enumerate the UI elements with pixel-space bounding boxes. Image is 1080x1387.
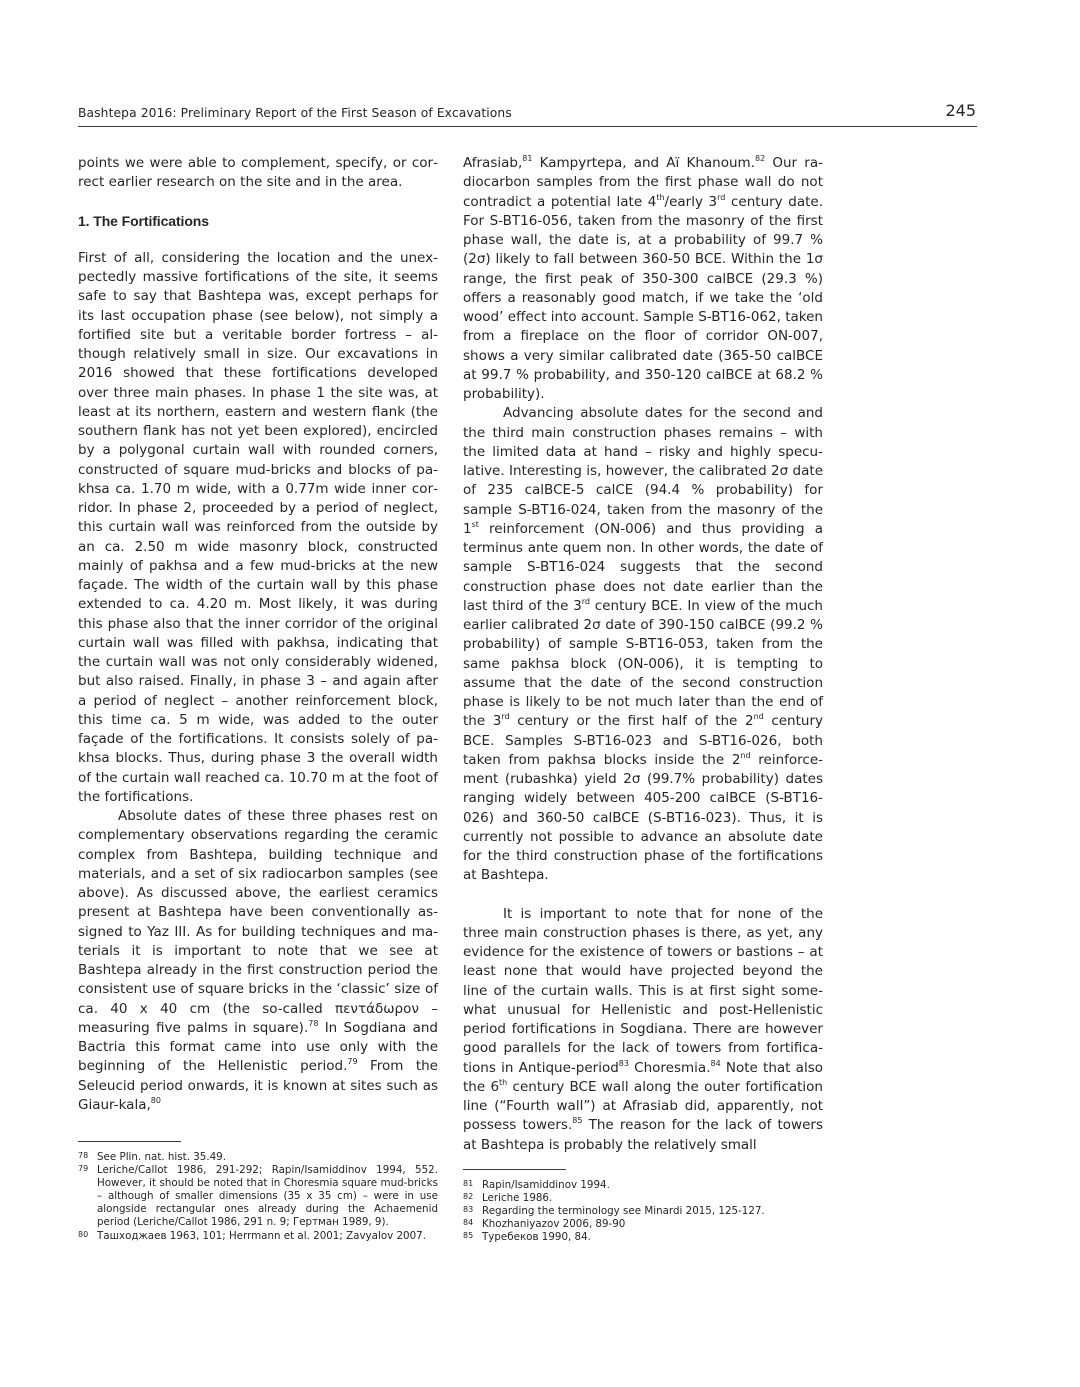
text-run: It is important to note that for none of the three main construction phases is there, as yet, any evidence for the existence of towers or bastions – at least none that would have projected beyond the line of the curtain walls. This is at first sight somewhat unusual for Hellenistic and post-Hellenistic period fortifications in Sogdiana. There are however good parallels for the lack of towers from fortifications in Antique-period bbox=[463, 905, 823, 1076]
footnote-ref-81[interactable]: 81 bbox=[522, 154, 533, 163]
text-run: century BCE. Samples S-BT16-023 and S-BT16-026, both taken from pakhsa blocks inside the 2 bbox=[463, 713, 823, 768]
footnote-number: 82 bbox=[463, 1192, 474, 1202]
footnote-text: Туребеков 1990, 84. bbox=[482, 1231, 591, 1244]
text-run: Note that also the 6 bbox=[463, 1059, 823, 1095]
footnote-ref-79[interactable]: 79 bbox=[347, 1057, 358, 1067]
running-header bbox=[78, 101, 977, 127]
paragraph: First of all, considering the location and the unexpectedly massive fortifications of the site, it seems safe to say that Bashtepa was, except perhaps for its last occupation phase (see below), not simply a fortified site but a veritable border fortress – although relatively small in size. Our excavations in 2016 showed that these fortifications developed over three main phases. In phase 1 the site was, at least at its northern, eastern and western flank (the southern flank has not yet been explored), encircled by a polygonal curtain wall with rounded corners, constructed of square mud-bricks and blocks of pakhsa ca. 1.70 m wide, with a 0.77m wide inner corridor. In phase 2, proceeded by a period of neglect, this curtain wall was reinforced from the outside by an ca. 2.50 m wide masonry block, constructed mainly of pakhsa and a few mud-bricks at the new façade. The width of the curtain wall by this phase extended to ca. 4.20 m. Most likely, it was during this phase also that the inner corridor of the original curtain wall was filled with pakhsa, indicating that the curtain wall was not only considerably widened, but also raised. Finally, in phase 3 – and again after a period of neglect – another reinforcement block, this time ca. 5 m wide, was added to the outer façade of the fortifications. It consists solely of pakhsa blocks. Thus, during phase 3 the overall width of the curtain wall reached ca. 10.70 m at the foot of the fortifications. bbox=[78, 249, 438, 805]
footnote bbox=[463, 1218, 823, 1231]
footnote-number: 80 bbox=[78, 1229, 89, 1239]
footnote-number: 84 bbox=[463, 1218, 474, 1228]
footnote-ref-78[interactable]: 78 bbox=[308, 1018, 319, 1028]
footnote-ref-80[interactable]: 80 bbox=[150, 1095, 161, 1105]
section-heading: 1. The Fortifications bbox=[78, 212, 209, 229]
text-run: /early 3 bbox=[664, 193, 718, 210]
footnote bbox=[463, 1205, 823, 1218]
ordinal-suffix: nd bbox=[753, 712, 764, 722]
text-run: From the Seleucid period onwards, it is known at sites such as Giaur-kala, bbox=[78, 1058, 438, 1113]
footnote-number: 78 bbox=[78, 1151, 89, 1160]
footnote bbox=[78, 1164, 438, 1229]
text-run: The reason for the lack of towers at Bashtepa is probably the relatively small bbox=[463, 1117, 823, 1153]
footnotes-right bbox=[463, 1169, 823, 1244]
footnote-number: 85 bbox=[463, 1231, 474, 1241]
text-run: In Sogdiana and Bactria this format came into use only with the beginning of the Hellenistic period. bbox=[78, 1019, 438, 1075]
footnote bbox=[463, 1231, 823, 1244]
page-number: 245 bbox=[945, 101, 976, 120]
footnote-text: Regarding the terminology see Minardi 2015, 125-127. bbox=[482, 1205, 765, 1218]
text-run: Our radiocarbon samples from the first phase wall do not contradict a potential late 4 bbox=[463, 155, 823, 210]
footnote-text: Rapin/Isamiddinov 1994. bbox=[482, 1179, 610, 1191]
footnote bbox=[78, 1151, 438, 1164]
footnote-text: Ташходжаев 1963, 101; Herrmann et al. 2001; Zavyalov 2007. bbox=[97, 1229, 426, 1242]
left-column bbox=[78, 154, 438, 1115]
footnote-number: 79 bbox=[78, 1164, 89, 1174]
text-run: reinforcement (ON-006) and thus providing a terminus ante quem non. In other words, the date of sample S-BT16-024 suggests that the second construction phase does not date earlier than the last third of the 3 bbox=[463, 520, 823, 614]
right-column bbox=[463, 154, 823, 1155]
footnote-number: 81 bbox=[463, 1179, 474, 1188]
footnote-ref-84[interactable]: 84 bbox=[710, 1058, 721, 1068]
footnote-rule bbox=[463, 1169, 566, 1170]
footnotes-left bbox=[78, 1141, 438, 1243]
ordinal-suffix: th bbox=[656, 192, 665, 202]
text-run: reinforcement (rubashka) yield 2σ (99.7% probability) dates ranging widely between 405-200 calBCE (S-BT16-026) and 360-50 calBCE (S-BT16-023). Thus, it is currently not possible to advance an absolute date for the third construction phase of the fortifications at Bashtepa. bbox=[463, 751, 824, 884]
ordinal-suffix: st bbox=[471, 519, 479, 529]
footnote bbox=[463, 1179, 823, 1192]
footnote bbox=[463, 1192, 823, 1205]
text-run: century date. For S-BT16-056, taken from the masonry of the first phase wall, the date is, at a probability of 99.7 % (2σ) likely to fall between 360-50 BCE. Within the 1σ range, the first peak of 350-300 calBCE (29.3 %) offers a reasonably good match, if we take the ‘old wood’ effect into account. Sample S-BT16-062, taken from a fireplace on the floor of corridor ON-007, shows a very similar calibrated date (365-50 calBCE at 99.7 % probability, and 350-120 calBCE at 68.2 % probability). bbox=[463, 193, 823, 402]
footnote-text: See Plin. nat. hist. 35.49. bbox=[97, 1151, 226, 1163]
paragraph bbox=[463, 404, 823, 885]
text-run: century or the first half of the 2 bbox=[509, 713, 754, 730]
running-title: Bashtepa 2016: Preliminary Report of the First Season of Excavations bbox=[78, 106, 512, 120]
text-run: Absolute dates of these three phases rest on complementary observations regarding the ceramic complex from Bashtepa, building technique and materials, and a set of six radiocarbon samples (see above). As discussed above, the earliest ceramics present at Bashtepa have been conventionally assigned to Yaz III. As for building techniques and materials it is important to note that we see at Bashtepa already in the first construction period the consistent use of square bricks in the ‘classic’ size of ca. 40 x 40 cm (the so-called πεντάδωρον – measuring five palms in square). bbox=[78, 808, 438, 1036]
ordinal-suffix: nd bbox=[740, 750, 751, 760]
text-run: Afrasiab, bbox=[463, 155, 523, 171]
text-run: Kampyrtepa, and Aï Khanoum. bbox=[532, 155, 755, 171]
footnote-text: Leriche/Callot 1986, 291-292; Rapin/Isamiddinov 1994, 552. However, it should be noted that in Choresmia square mud-bricks – although of smaller dimensions (35 x 35 cm) – were in use alongside rectangular ones already during the Achaemenid period (Leriche/Callot 1986, 291 n. 9; Гертман 1989, 9). bbox=[97, 1164, 438, 1229]
footnote-number: 83 bbox=[463, 1205, 474, 1215]
paragraph bbox=[463, 905, 823, 1155]
ordinal-suffix: th bbox=[499, 1077, 508, 1087]
footnote-ref-83[interactable]: 83 bbox=[618, 1058, 629, 1068]
paragraph bbox=[78, 807, 438, 1115]
footnote-ref-85[interactable]: 85 bbox=[572, 1116, 583, 1126]
ordinal-suffix: rd bbox=[717, 192, 726, 202]
footnote bbox=[78, 1230, 438, 1243]
paragraph bbox=[463, 154, 823, 404]
footnote-ref-82[interactable]: 82 bbox=[754, 154, 766, 163]
text-run: century BCE. In view of the much earlier calibrated 2σ date of 390-150 calBCE (99.2 % probability) of sample S-BT16-053, taken from the same pakhsa block (ON-006), it is tempting to assume that the date of the second construction phase is likely to be not much later than the end of the 3 bbox=[463, 597, 823, 730]
text-run: century BCE wall along the outer fortification line (“Fourth wall”) at Afrasiab did, apparently, not possess towers. bbox=[463, 1078, 823, 1134]
footnote-text: Leriche 1986. bbox=[482, 1192, 553, 1205]
footnote-text: Khozhaniyazov 2006, 89-90 bbox=[482, 1218, 626, 1231]
text-run: Choresmia. bbox=[628, 1059, 711, 1076]
ordinal-suffix: rd bbox=[581, 596, 590, 606]
footnote-rule bbox=[78, 1141, 181, 1142]
text-run: Advancing absolute dates for the second and the third main construction phases remains – with the limited data at hand – risky and highly speculative. Interesting is, however, the calibrated 2σ date of 235 calBCE-5 calCE (94.4 % probability) for sample S-BT16-024, taken from the masonry of the 1 bbox=[463, 405, 823, 537]
ordinal-suffix: rd bbox=[501, 712, 510, 722]
paragraph: points we were able to complement, specify, or correct earlier research on the site and in the area. bbox=[78, 155, 438, 191]
